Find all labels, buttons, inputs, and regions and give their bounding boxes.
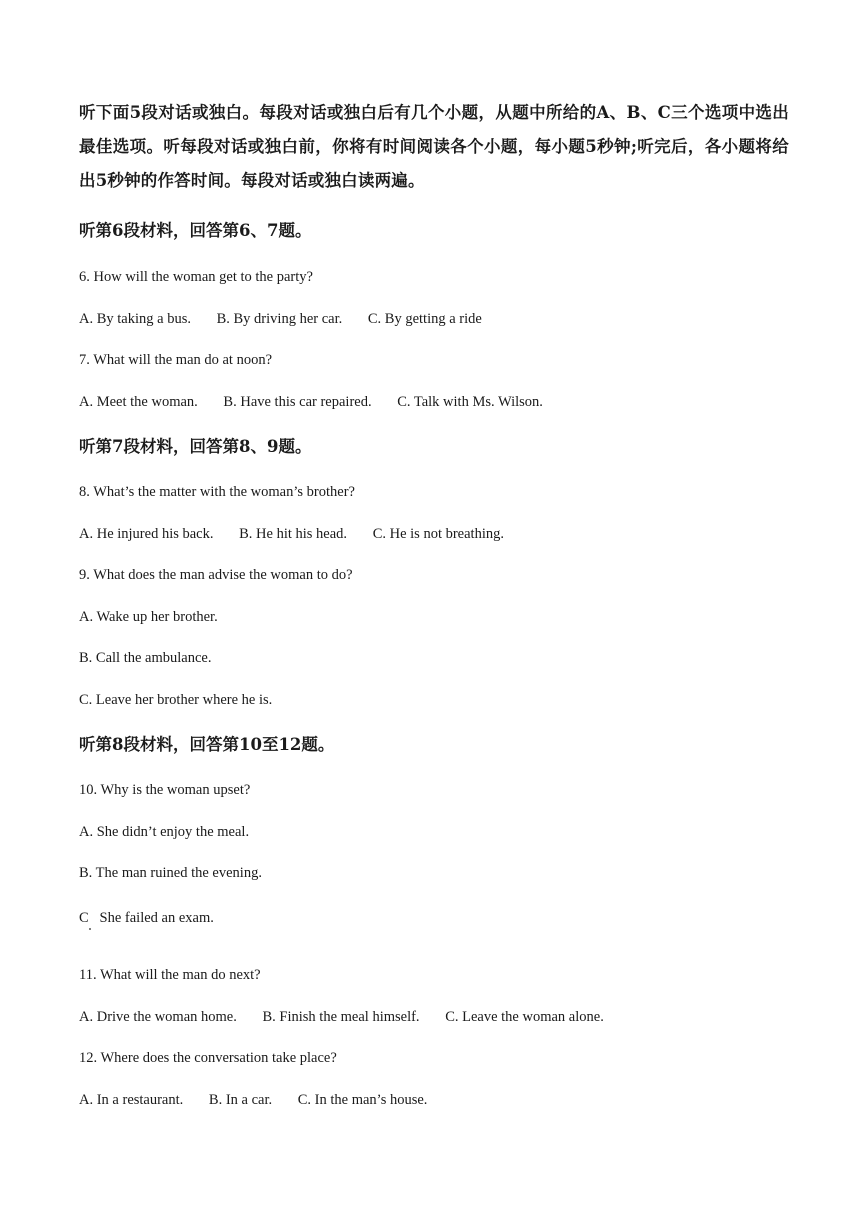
section-heading: 听第6段材料，回答第6、7题。: [79, 221, 312, 240]
option-c: C. In the man’s house.: [297, 1092, 428, 1108]
option-c: C. Leave the woman alone.: [445, 1009, 604, 1025]
option-c: C She failed an exam.: [79, 910, 214, 926]
option-c: C. He is not breathing.: [372, 526, 504, 542]
section-heading: 听第7段材料，回答第8、9题。: [79, 437, 312, 456]
question-stem: 9. What does the man advise the woman to do?: [79, 567, 353, 583]
instructions-paragraph: 听下面5段对话或独白。每段对话或独白后有几个小题，从题中所给的A、B、C三个选项中选出最佳选项。听每段对话或独白前，你将有时间阅读各个小题，每小题5秒钟;听完后，各小题将给出5秒钟的作答时间。每段对话或独白读两遍。: [79, 103, 789, 190]
question-stem: 6. How will the woman get to the party?: [79, 269, 313, 285]
options-row: [79, 1090, 427, 1110]
option-a: A. She didn’t enjoy the meal.: [79, 824, 250, 840]
question-stem: 12. Where does the conversation take place?: [79, 1050, 337, 1066]
option-b: B. In a car.: [208, 1092, 273, 1108]
options-row: [79, 392, 543, 412]
option-a: A. Wake up her brother.: [79, 609, 218, 625]
option-b: B. Have this car repaired.: [223, 394, 372, 410]
option-c: C. Talk with Ms. Wilson.: [397, 394, 543, 410]
option-c: C. Leave her brother where he is.: [79, 692, 273, 708]
options-row: [79, 309, 482, 329]
stray-mark: [89, 928, 91, 930]
option-b: B. Call the ambulance.: [79, 650, 212, 666]
option-a: A. He injured his back.: [79, 526, 214, 542]
option-b: B. He hit his head.: [239, 526, 348, 542]
question-stem: 8. What’s the matter with the woman’s brother?: [79, 484, 355, 500]
option-a: A. Drive the woman home.: [79, 1009, 237, 1025]
question-stem: 11. What will the man do next?: [79, 967, 261, 983]
section-heading: 听第8段材料，回答第10至12题。: [79, 735, 335, 754]
option-b: B. The man ruined the evening.: [79, 865, 262, 881]
question-stem: 10. Why is the woman upset?: [79, 782, 251, 798]
option-b: B. Finish the meal himself.: [262, 1009, 420, 1025]
option-a: A. In a restaurant.: [79, 1092, 184, 1108]
option-a: A. By taking a bus.: [79, 311, 191, 327]
option-b: B. By driving her car.: [216, 311, 343, 327]
options-row: [79, 524, 504, 544]
option-c: C. By getting a ride: [367, 311, 482, 327]
options-row: [79, 1007, 604, 1027]
option-a: A. Meet the woman.: [79, 394, 198, 410]
question-stem: 7. What will the man do at noon?: [79, 352, 273, 368]
